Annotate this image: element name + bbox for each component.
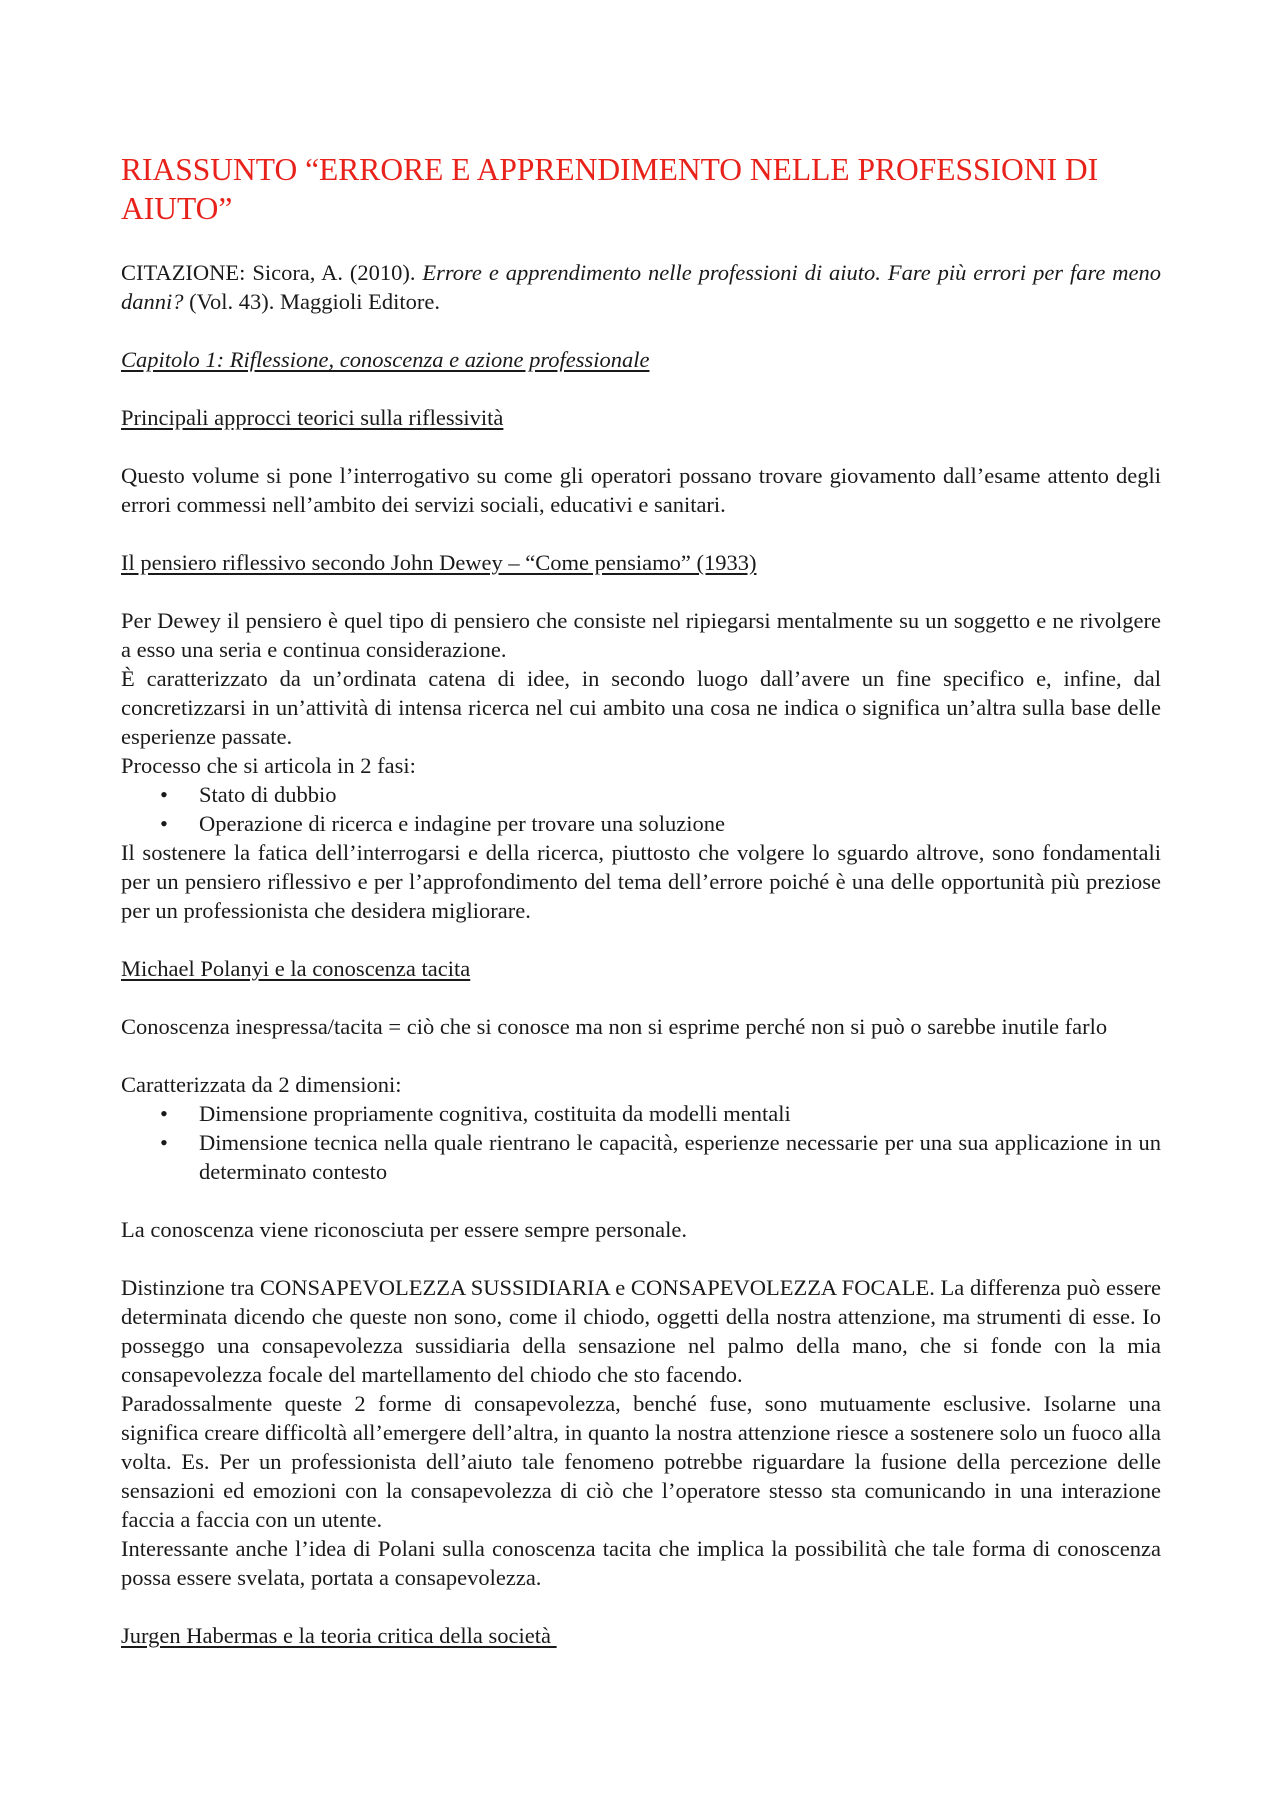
paragraph: La conoscenza viene riconosciuta per essere sempre personale. <box>121 1217 687 1242</box>
paragraph: Distinzione tra CONSAPEVOLEZZA SUSSIDIARIA e CONSAPEVOLEZZA FOCALE. La differenza può essere determinata dicendo che queste non sono, come il chiodo, oggetti della nostra attenzione, ma strumenti di esse. Io posseggo una consapevolezza sussidiaria della sensazione nel palmo della mano, che si fonde con la mia consapevolezza focale del martellamento del chiodo che sto facendo. <box>121 1275 1161 1387</box>
section-heading-habermas: Jurgen Habermas e la teoria critica della società <box>121 1623 557 1648</box>
citation-details: (Vol. 43). Maggioli Editore. <box>183 289 440 314</box>
paragraph: Caratterizzata da 2 dimensioni: <box>121 1072 402 1097</box>
citation-label: CITAZIONE: <box>121 260 246 285</box>
paragraph: Conoscenza inespressa/tacita = ciò che si conosce ma non si esprime perché non si può o sarebbe inutile farlo <box>121 1014 1108 1039</box>
bullet-list <box>121 780 1161 838</box>
list-item <box>121 1128 1161 1186</box>
paragraph: Questo volume si pone l’interrogativo su come gli operatori possano trovare giovamento dall’esame attento degli errori commessi nell’ambito dei servizi sociali, educativi e sanitari. <box>121 463 1161 517</box>
spacer <box>121 374 1161 403</box>
spacer <box>121 983 1161 1012</box>
spacer <box>121 432 1161 461</box>
spacer <box>121 925 1161 954</box>
spacer <box>121 1592 1161 1621</box>
bullet-list <box>121 1099 1161 1186</box>
chapter-heading: Capitolo 1: Riflessione, conoscenza e azione professionale <box>121 347 650 372</box>
bullet-icon: • <box>160 811 168 836</box>
paragraph: È caratterizzato da un’ordinata catena di idee, in secondo luogo dall’avere un fine specifico e, infine, dal concretizzarsi in un’attività di intensa ricerca nel cui ambito una cosa ne indica o significa un’altra sulla base delle esperienze passate. <box>121 666 1161 749</box>
bullet-icon: • <box>160 1101 168 1126</box>
spacer <box>121 1041 1161 1070</box>
list-item-text: Dimensione propriamente cognitiva, costituita da modelli mentali <box>199 1101 791 1126</box>
document-page <box>121 150 1161 1650</box>
spacer <box>121 577 1161 606</box>
citation-work-title: Errore e apprendimento nelle professioni di aiuto. Fare più errori per fare meno danni? <box>121 260 1161 314</box>
section-heading-polanyi: Michael Polanyi e la conoscenza tacita <box>121 956 471 981</box>
list-item <box>121 809 1161 838</box>
citation-authors: Sicora, A. (2010). <box>245 260 423 285</box>
citation <box>121 258 1161 316</box>
bullet-icon: • <box>160 782 168 807</box>
list-item-text: Operazione di ricerca e indagine per trovare una soluzione <box>199 811 725 836</box>
paragraph: Interessante anche l’idea di Polani sulla conoscenza tacita che implica la possibilità che tale forma di conoscenza possa essere svelata, portata a consapevolezza. <box>121 1536 1161 1590</box>
list-item <box>121 1099 1161 1128</box>
paragraph: Paradossalmente queste 2 forme di consapevolezza, benché fuse, sono mutuamente esclusive. Isolarne una significa creare difficoltà all’emergere dell’altra, in quanto la nostra attenzione riesce a sostenere solo un fuoco alla volta. Es. Per un professionista dell’aiuto tale fenomeno potrebbe riguardare la fusione della percezione delle sensazioni ed emozioni con la consapevolezza di ciò che l’operatore stesso sta comunicando in una interazione faccia a faccia con un utente. <box>121 1391 1161 1532</box>
bullet-icon: • <box>160 1130 168 1155</box>
paragraph: Processo che si articola in 2 fasi: <box>121 753 416 778</box>
spacer <box>121 1244 1161 1273</box>
spacer <box>121 519 1161 548</box>
paragraph: Il sostenere la fatica dell’interrogarsi e della ricerca, piuttosto che volgere lo sguardo altrove, sono fondamentali per un pensiero riflessivo e per l’approfondimento del tema dell’errore poiché è una delle opportunità più preziose per un professionista che desidera migliorare. <box>121 840 1161 923</box>
spacer <box>121 1186 1161 1215</box>
list-item <box>121 780 1161 809</box>
list-item-text: Stato di dubbio <box>199 782 337 807</box>
list-item-text: Dimensione tecnica nella quale rientrano le capacità, esperienze necessarie per una sua applicazione in un determinato contesto <box>199 1130 1161 1184</box>
section-heading-riflessivita: Principali approcci teorici sulla riflessività <box>121 405 504 430</box>
section-heading-dewey: Il pensiero riflessivo secondo John Dewey – “Come pensiamo” (1933) <box>121 550 757 575</box>
document-title: RIASSUNTO “ERRORE E APPRENDIMENTO NELLE PROFESSIONI DI AIUTO” <box>121 152 1099 226</box>
paragraph: Per Dewey il pensiero è quel tipo di pensiero che consiste nel ripiegarsi mentalmente su un soggetto e ne rivolgere a esso una seria e continua considerazione. <box>121 608 1161 662</box>
spacer <box>121 316 1161 345</box>
